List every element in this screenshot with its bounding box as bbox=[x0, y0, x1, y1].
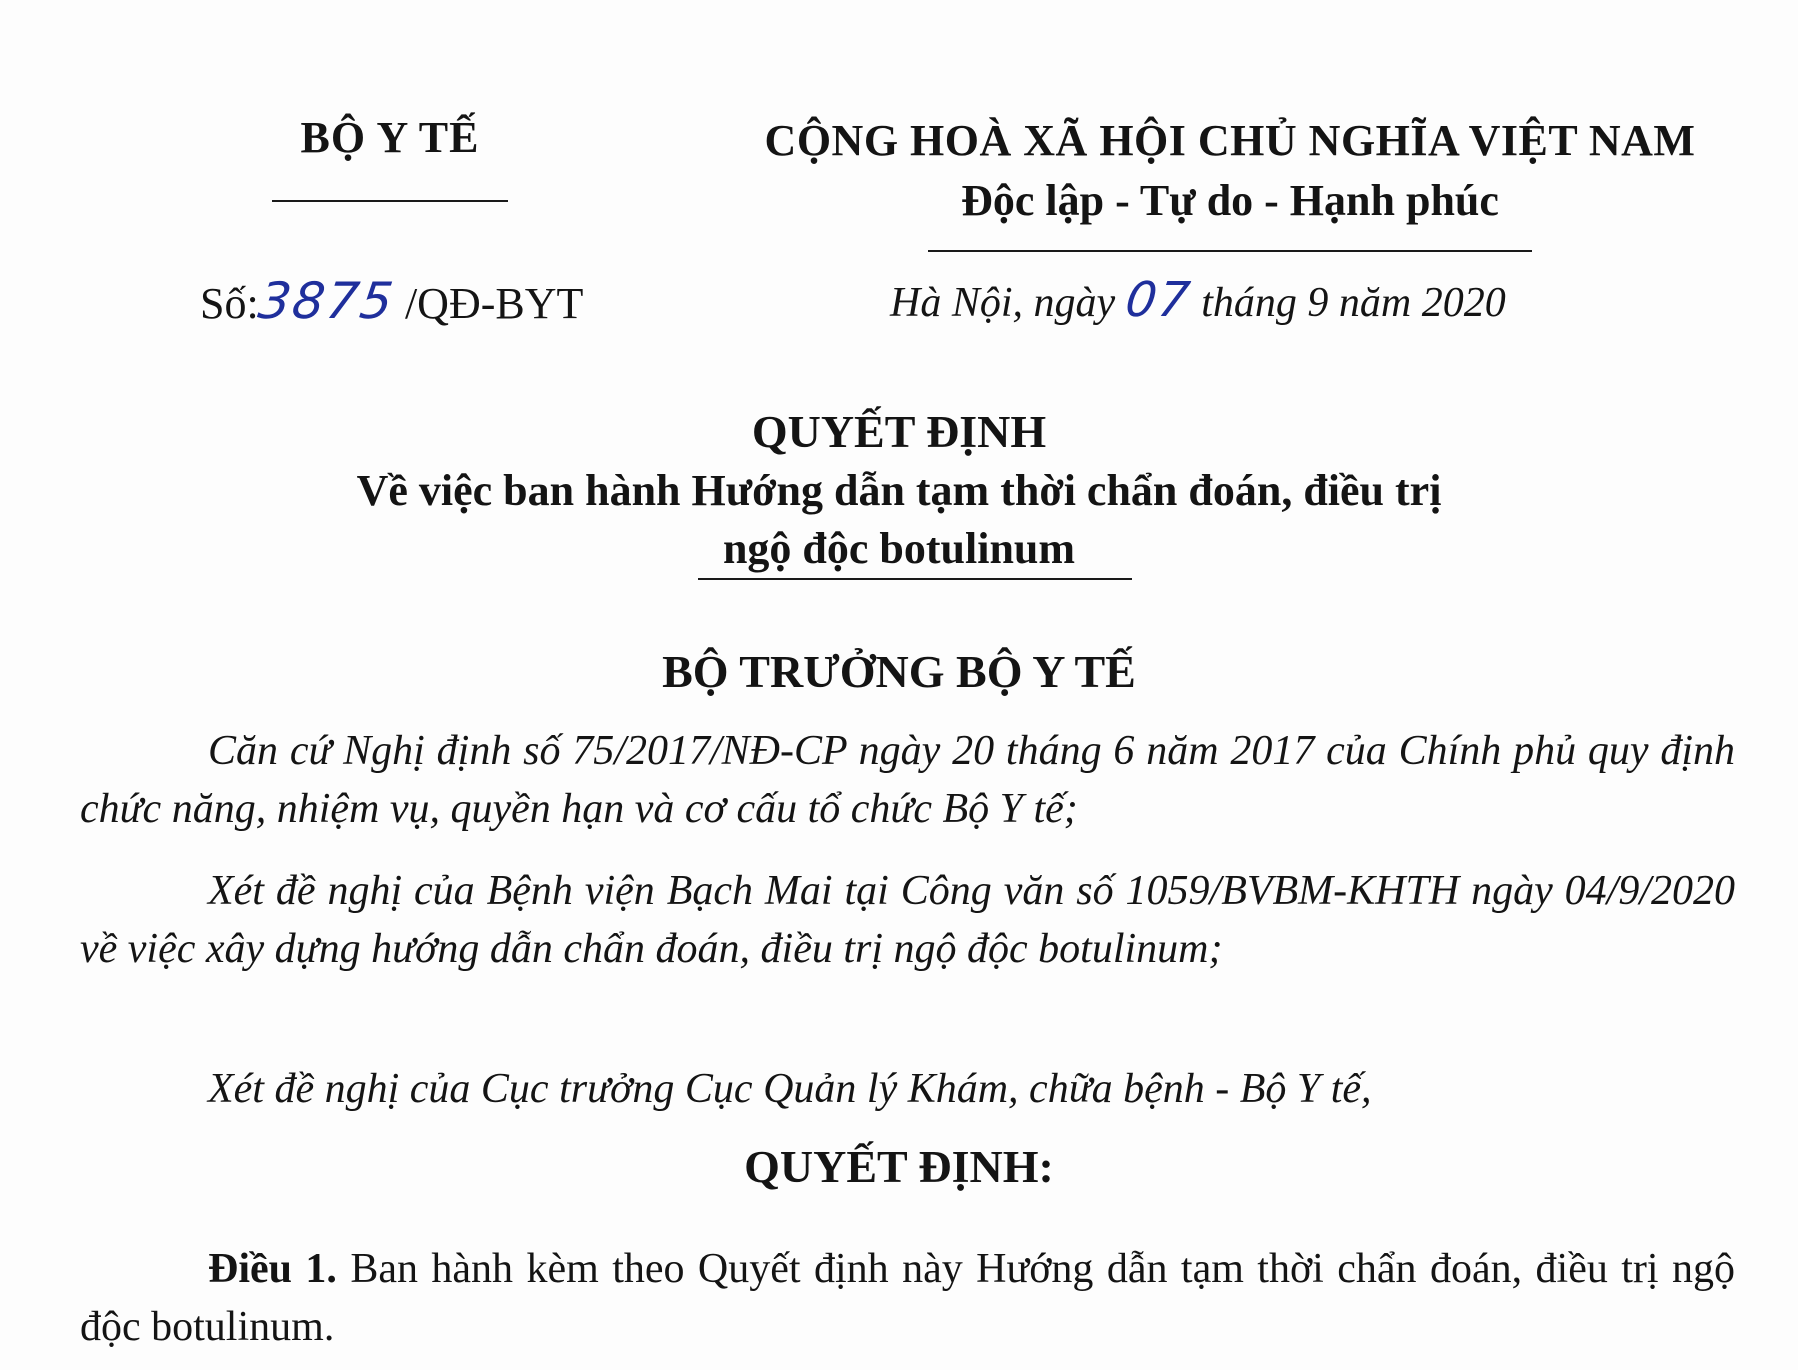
subject-line-2: ngộ độc botulinum bbox=[722, 524, 1076, 573]
doc-number-handwritten: 3875 bbox=[254, 272, 399, 330]
issuing-agency: BỘ Y TẾ bbox=[300, 113, 480, 162]
subject-line-1: Về việc ban hành Hướng dẫn tạm thời chẩn đoán, điều trị bbox=[356, 466, 1442, 515]
preamble-paragraph-2: Xét đề nghị của Bệnh viện Bạch Mai tại Công văn số 1059/BVBM-KHTH ngày 04/9/2020 về việc xây dựng hướng dẫn chẩn đoán, điều trị ngộ độc botulinum; bbox=[80, 868, 1735, 972]
subject-underline bbox=[698, 578, 1132, 580]
preamble-paragraph-3: Xét đề nghị của Cục trưởng Cục Quản lý Khám, chữa bệnh - Bộ Y tế, bbox=[208, 1066, 1372, 1112]
national-motto: Độc lập - Tự do - Hạnh phúc bbox=[961, 176, 1499, 225]
article-1-text: Ban hành kèm theo Quyết định này Hướng dẫn tạm thời chẩn đoán, điều trị ngộ độc botulinum. bbox=[80, 1246, 1736, 1350]
document-type-title: QUYẾT ĐỊNH bbox=[751, 406, 1047, 457]
document-number bbox=[200, 272, 583, 330]
preamble-paragraph-1: Căn cứ Nghị định số 75/2017/NĐ-CP ngày 20 tháng 6 năm 2017 của Chính phủ quy định chức năng, nhiệm vụ, quyền hạn và cơ cấu tổ chức Bộ Y tế; bbox=[80, 728, 1735, 832]
article-1-label: Điều 1. bbox=[208, 1246, 337, 1292]
doc-number-suffix: /QĐ-BYT bbox=[404, 279, 584, 328]
national-title: CỘNG HOÀ XÃ HỘI CHỦ NGHĨA VIỆT NAM bbox=[764, 116, 1696, 165]
date-suffix: tháng 9 năm 2020 bbox=[1201, 280, 1506, 326]
agency-underline bbox=[272, 200, 508, 202]
decision-heading: QUYẾT ĐỊNH: bbox=[744, 1141, 1054, 1192]
authority-heading: BỘ TRƯỞNG BỘ Y TẾ bbox=[662, 646, 1136, 697]
doc-number-prefix: Số: bbox=[200, 279, 259, 328]
place-and-date bbox=[890, 272, 1506, 328]
article-1 bbox=[80, 1240, 1735, 1356]
day-handwritten: 07 bbox=[1121, 272, 1195, 328]
place-prefix: Hà Nội, ngày bbox=[890, 280, 1116, 326]
motto-underline bbox=[928, 250, 1532, 252]
